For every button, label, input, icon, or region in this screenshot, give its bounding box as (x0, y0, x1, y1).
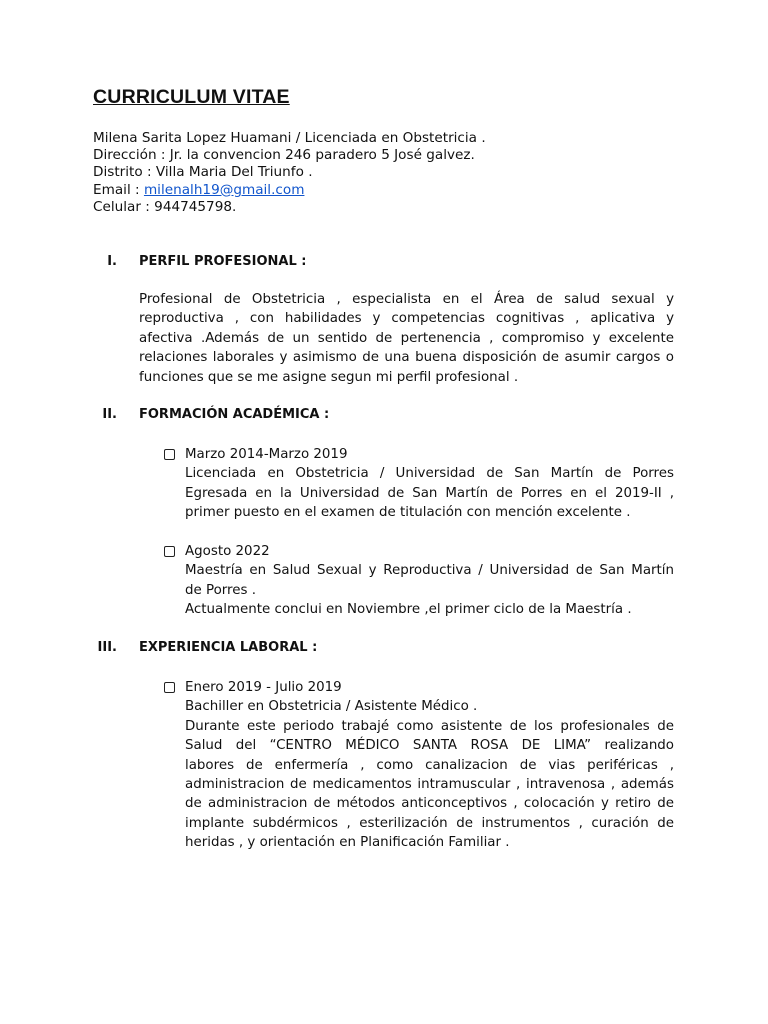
section-title: FORMACIÓN ACADÉMICA : (139, 407, 330, 422)
profile-paragraph (139, 290, 674, 387)
entry-line: Maestría en Salud Sexual y Reproductiva / Universidad de San Martín (185, 563, 674, 579)
paragraph-line: afectiva .Además de un sentido de pertenencia , compromiso y excelente (139, 330, 674, 346)
paragraph-line: reproductiva , con habilidades y competencias cognitivas , aplicativa y (139, 311, 674, 327)
email-line (93, 182, 486, 199)
entry-line: Agosto 2022 (185, 544, 270, 559)
section-title: PERFIL PROFESIONAL : (139, 254, 307, 269)
entry-line: Bachiller en Obstetricia / Asistente Médico . (185, 699, 478, 715)
entry-line: administracion de medicamentos intramuscular , intravenosa , además (185, 777, 674, 793)
email-link[interactable]: milenalh19@gmail.com (143, 181, 305, 198)
entry-line: Salud del “CENTRO MÉDICO SANTA ROSA DE LIMA” realizando (185, 738, 674, 754)
section-number: II. (102, 407, 117, 422)
entry-line: Marzo 2014-Marzo 2019 (185, 447, 348, 462)
entry-line: Egresada en la Universidad de San Martín de Porres en el 2019-II , (185, 485, 674, 501)
checkbox-bullet-icon (164, 546, 175, 557)
entry-line: Enero 2019 - Julio 2019 (185, 680, 342, 695)
entry-line: labores de enfermería , como canalizacion de vias periféricas , (185, 757, 674, 773)
entry-line: primer puesto en el examen de titulación con mención excelente . (185, 505, 631, 521)
checkbox-bullet-icon (164, 682, 175, 693)
entry-line: implante subdérmicos , esterilización de instrumentos , curación de (185, 815, 674, 831)
entry-line: de Porres . (185, 582, 256, 598)
paragraph-line: relaciones laborales y asimismo de una buena disposición de asumir cargos o (139, 350, 674, 366)
section-number: I. (107, 254, 117, 269)
name-line: Milena Sarita Lopez Huamani / Licenciada en Obstetricia . (93, 130, 486, 146)
entry-line: Actualmente conclui en Noviembre ,el primer ciclo de la Maestría . (185, 602, 632, 618)
phone-line: Celular : 944745798. (93, 198, 237, 215)
entry-line: Durante este periodo trabajé como asistente de los profesionales de (185, 718, 674, 734)
paragraph-line: Profesional de Obstetricia , especialista en el Área de salud sexual y (139, 292, 674, 307)
section-title: EXPERIENCIA LABORAL : (139, 640, 318, 655)
entry-line: de administracion de métodos anticonceptivos , colocación y retiro de (185, 796, 674, 812)
checkbox-bullet-icon (164, 449, 175, 460)
email-label: Email : (93, 181, 144, 198)
contact-block (93, 130, 486, 216)
entry-body (185, 678, 674, 853)
address-line: Dirección : Jr. la convencion 246 paradero 5 José galvez. (93, 147, 475, 164)
entry-body (185, 445, 674, 523)
entry-line: Licenciada en Obstetricia / Universidad de San Martín de Porres (185, 466, 674, 482)
district-line: Distrito : Villa Maria Del Triunfo . (93, 164, 313, 181)
section-number: III. (97, 640, 117, 655)
paragraph-line: funciones que se me asigne segun mi perfil profesional . (139, 369, 519, 385)
document-title: CURRICULUM VITAE (93, 86, 290, 108)
entry-body (185, 542, 674, 620)
entry-line: heridas , y orientación en Planificación Familiar . (185, 835, 510, 851)
